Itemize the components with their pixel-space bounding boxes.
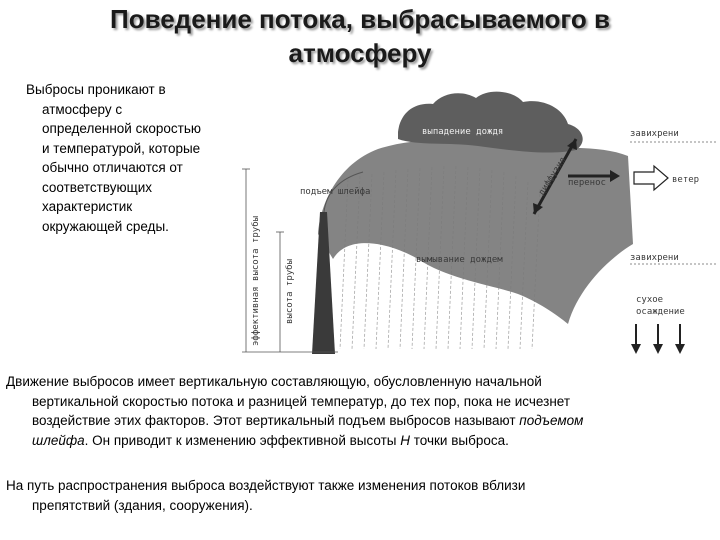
paragraph-text: . Он приводит к изменению эффективной высоты bbox=[84, 432, 401, 448]
deposition-arrows bbox=[636, 324, 680, 346]
paragraph-line: вертикальной скоростью потока и разницей температур, до тех пор, пока не исчезнет bbox=[32, 393, 571, 409]
term-height-h: H bbox=[400, 432, 410, 448]
term-plume-rise-1: подъемом bbox=[519, 413, 584, 428]
turbulence-label-bottom: завихрени bbox=[630, 253, 679, 263]
intro-line: характеристик bbox=[42, 199, 133, 214]
intro-line: определенной скоростью bbox=[42, 121, 201, 136]
plume-rise-label: подъем шлейфа bbox=[300, 187, 371, 197]
plume-shape bbox=[318, 140, 633, 324]
paragraph-line: Движение выбросов имеет вертикальную составляющую, обусловленную начальной bbox=[6, 374, 542, 389]
paragraph-line: препятствий (здания, сооружения). bbox=[32, 497, 253, 513]
paragraph-line bbox=[6, 411, 706, 431]
stack-height-label: высота трубы bbox=[285, 258, 295, 324]
effective-height-label: эффективная высота трубы bbox=[251, 215, 261, 346]
intro-paragraph bbox=[26, 80, 238, 236]
paragraph-text: воздействие этих факторов. Этот вертикальный подъем выбросов называют bbox=[32, 413, 520, 428]
paragraph-text: точки выброса. bbox=[409, 432, 509, 448]
plume-diagram bbox=[238, 84, 718, 359]
wind-label: ветер bbox=[672, 175, 700, 185]
slide-title bbox=[40, 2, 680, 70]
intro-line: Выбросы проникают в bbox=[26, 82, 166, 97]
intro-line: окружающей среды. bbox=[42, 218, 169, 234]
intro-line: обычно отличаются от bbox=[42, 160, 183, 175]
deposition-arrowheads bbox=[631, 344, 685, 354]
diffusion-label: диффузия bbox=[537, 155, 569, 198]
obstacles-paragraph bbox=[6, 476, 706, 515]
paragraph-line: На путь распространения выброса воздействуют также изменения потоков вблизи bbox=[6, 478, 526, 493]
intro-line: и температурой, которые bbox=[42, 140, 201, 156]
title-line-2: атмосферу bbox=[288, 38, 432, 68]
title-line-1: Поведение потока, выбрасываемого в bbox=[110, 4, 610, 34]
plume-rise-paragraph bbox=[6, 372, 706, 450]
term-plume-rise-2: шлейфа bbox=[32, 432, 85, 448]
paragraph-line bbox=[6, 431, 706, 451]
turbulence-label-top: завихрени bbox=[630, 129, 679, 139]
rainout-label: выпадение дождя bbox=[422, 127, 504, 137]
wind-arrow bbox=[634, 166, 668, 190]
intro-line: атмосферу с bbox=[42, 101, 123, 117]
dry-deposition-label-1: сухое bbox=[636, 295, 664, 305]
washout-label: вымывание дождем bbox=[416, 255, 503, 265]
transfer-label: перенос bbox=[568, 178, 606, 188]
intro-line: соответствующих bbox=[42, 179, 152, 195]
dry-deposition-label-2: осаждение bbox=[636, 307, 685, 317]
